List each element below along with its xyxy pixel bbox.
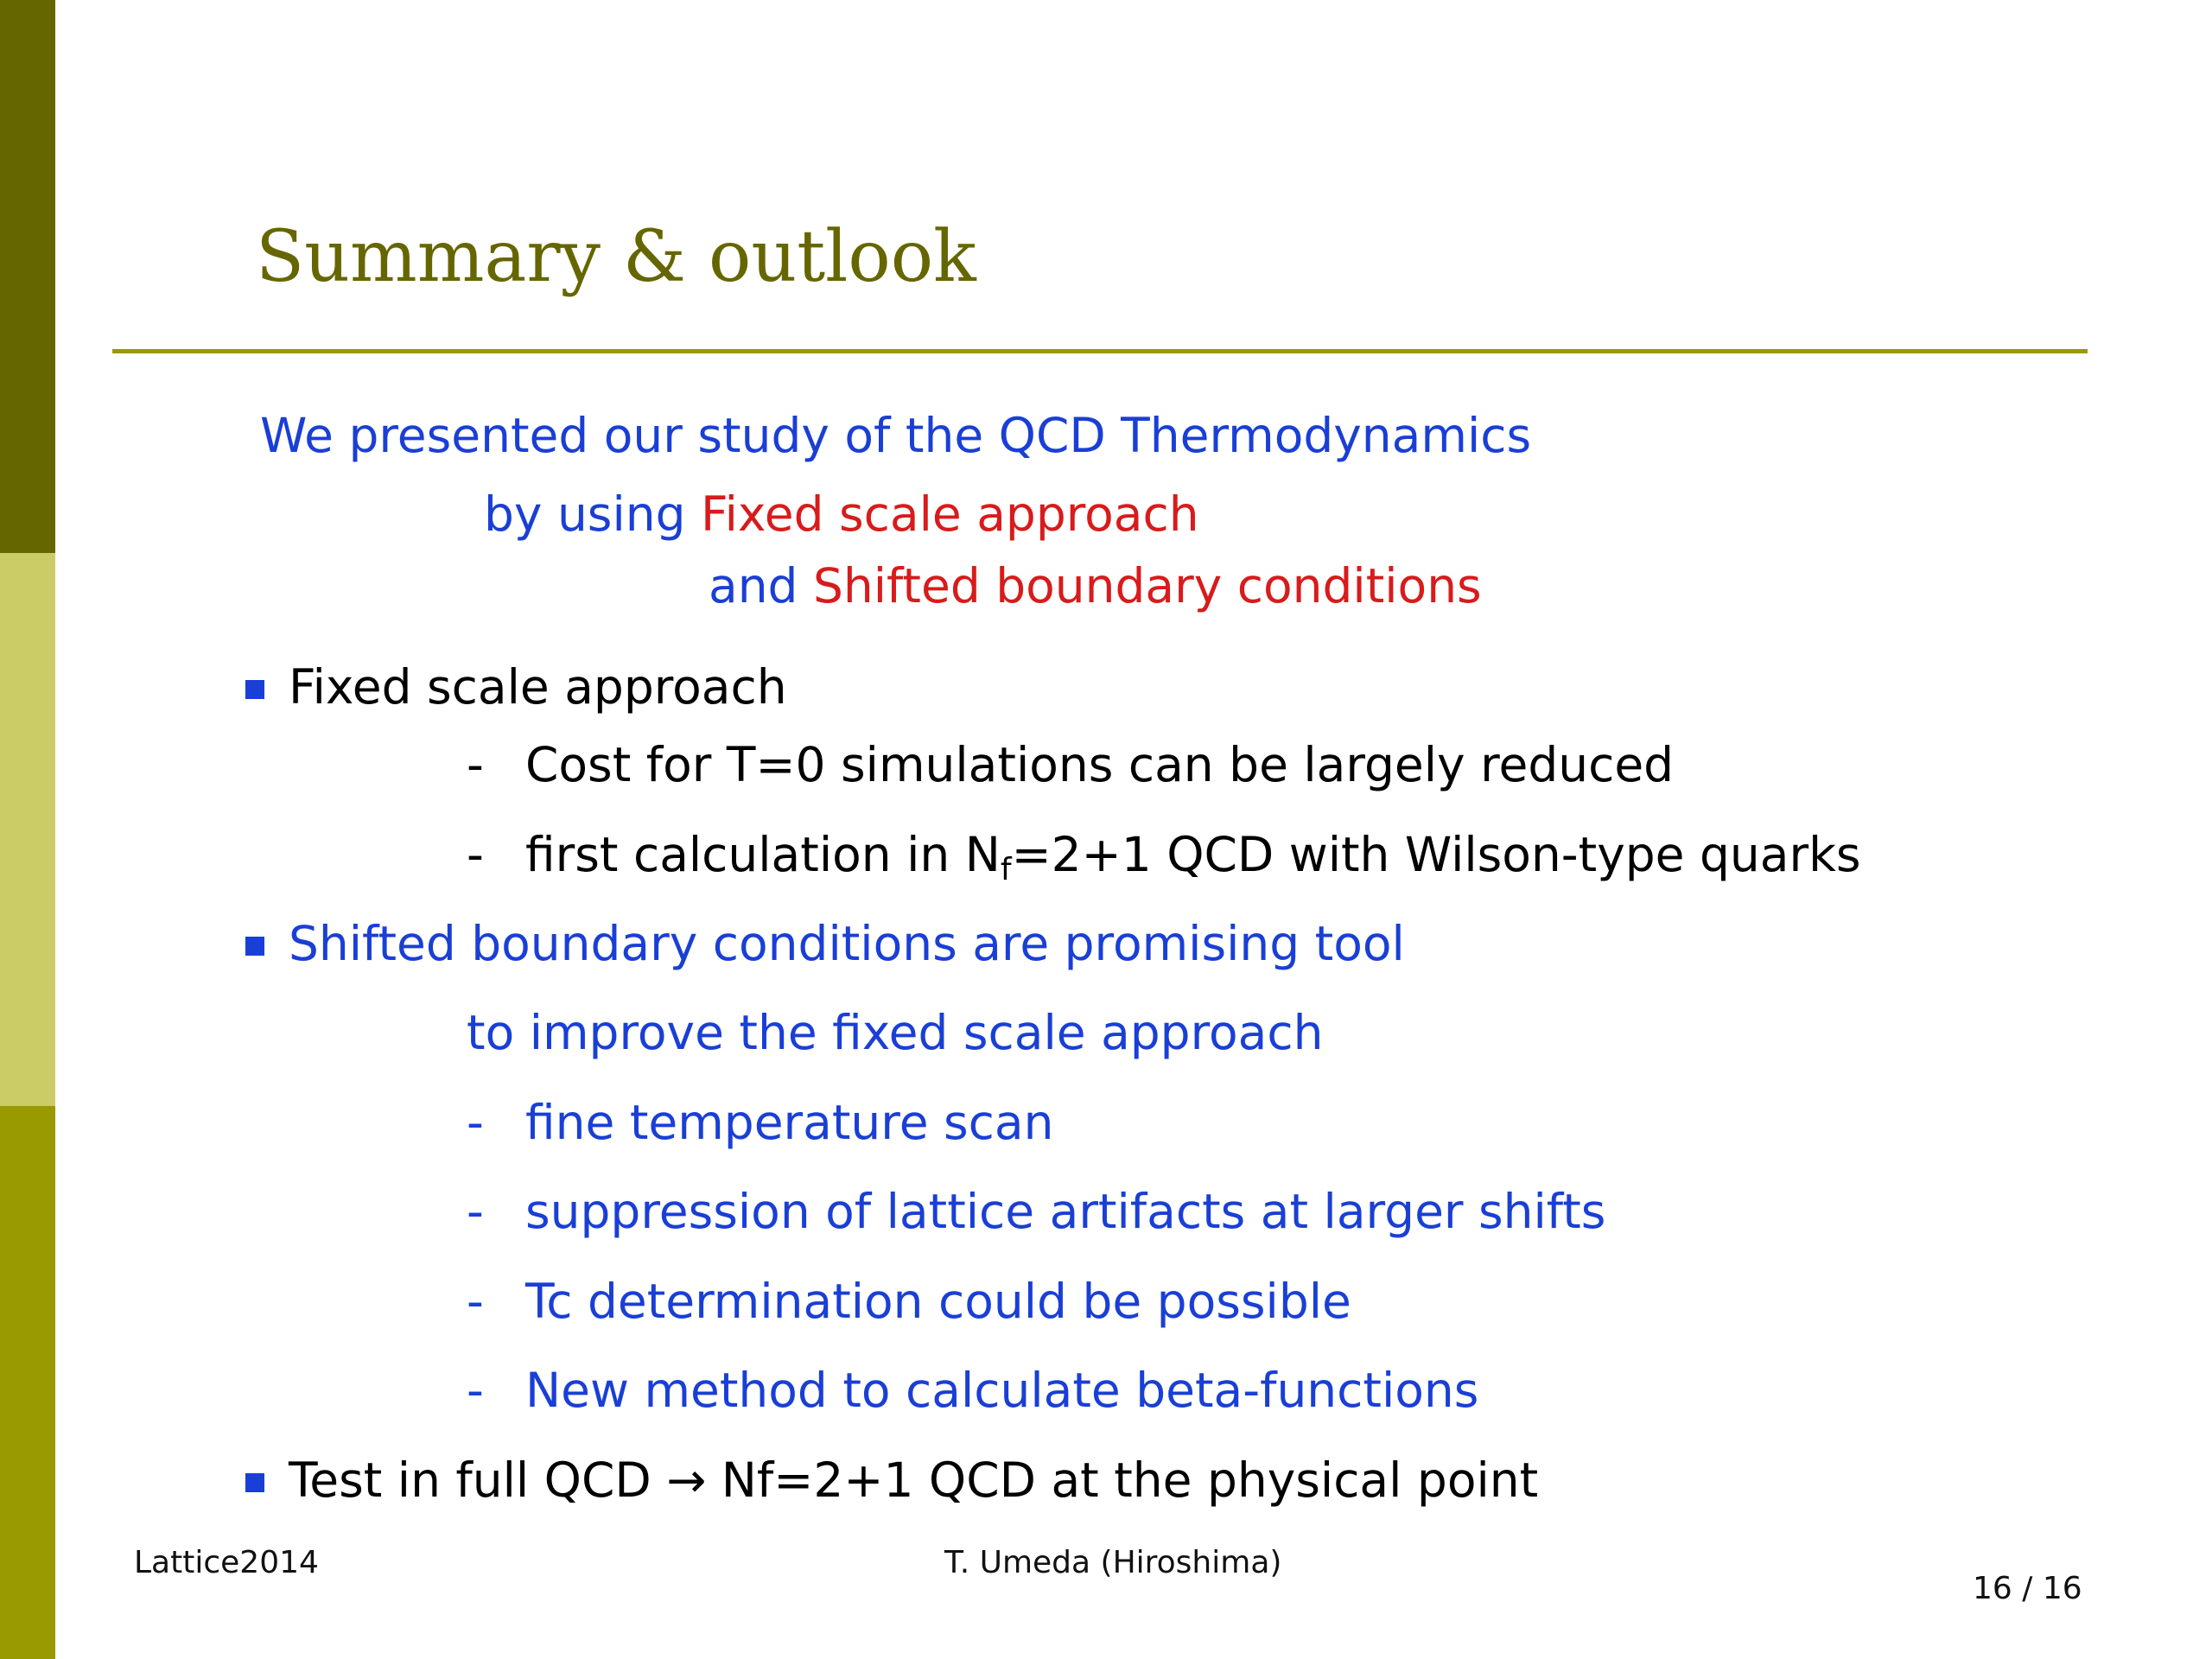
footer-author: T. Umeda (Hiroshima) [944, 1545, 1282, 1580]
intro-line-2 [484, 486, 1199, 542]
intro-shifted-boundary-highlight: Shifted boundary conditions [812, 558, 1482, 613]
slide-title: Summary & outlook [256, 216, 976, 298]
bullet-full-qcd-test: Test in full QCD → Nf=2+1 QCD at the physical point [289, 1452, 1539, 1508]
sub-item-temperature-scan [467, 1095, 1054, 1150]
bullet-fixed-scale: Fixed scale approach [289, 659, 787, 715]
dash-marker: - [467, 1363, 484, 1418]
intro-line-1: We presented our study of the QCD Thermodynamics [260, 408, 1532, 463]
sub-item-text: suppression of lattice artifacts at larger shifts [525, 1184, 1606, 1239]
sub-item-text: New method to calculate beta-functions [525, 1363, 1479, 1418]
bullet-square-icon [245, 1473, 264, 1492]
intro-line-3 [709, 558, 1482, 613]
sub-item-text: fine temperature scan [525, 1095, 1054, 1150]
dash-marker: - [467, 1184, 484, 1239]
sub-item-text: Tc determination could be possible [525, 1274, 1351, 1329]
sub-item-cost [467, 737, 1675, 792]
intro-fixed-scale-highlight: Fixed scale approach [701, 486, 1199, 542]
sub-item-first-calculation [467, 827, 1861, 887]
dash-marker: - [467, 1274, 484, 1329]
dash-marker: - [467, 827, 484, 882]
first-calc-suffix: =2+1 QCD with Wilson-type quarks [1011, 827, 1861, 882]
first-calc-prefix: first calculation in N [525, 827, 1001, 882]
sidebar-band-top [0, 0, 55, 553]
intro-line-3-prefix: and [709, 558, 813, 613]
intro-line-2-prefix: by using [484, 486, 701, 542]
sidebar-band-middle [0, 553, 55, 1106]
bullet-square-icon [245, 680, 264, 699]
bullet-square-icon [245, 937, 264, 956]
sub-item-lattice-artifacts [467, 1184, 1606, 1239]
sub-item-tc-determination [467, 1274, 1351, 1329]
dash-marker: - [467, 1095, 484, 1150]
bullet-shifted-boundary: Shifted boundary conditions are promising tool [289, 916, 1405, 971]
sub-item-beta-functions [467, 1363, 1479, 1418]
title-divider [112, 349, 2088, 353]
sub-item-cost-text: Cost for T=0 simulations can be largely reduced [525, 737, 1675, 792]
footer-conference: Lattice2014 [134, 1545, 319, 1580]
first-calc-subscript: f [1000, 852, 1012, 887]
footer-page-number: 16 / 16 [1973, 1571, 2082, 1606]
dash-marker: - [467, 737, 484, 792]
bullet-shifted-boundary-continuation: to improve the fixed scale approach [467, 1005, 1324, 1060]
sidebar-band-bottom [0, 1106, 55, 1659]
